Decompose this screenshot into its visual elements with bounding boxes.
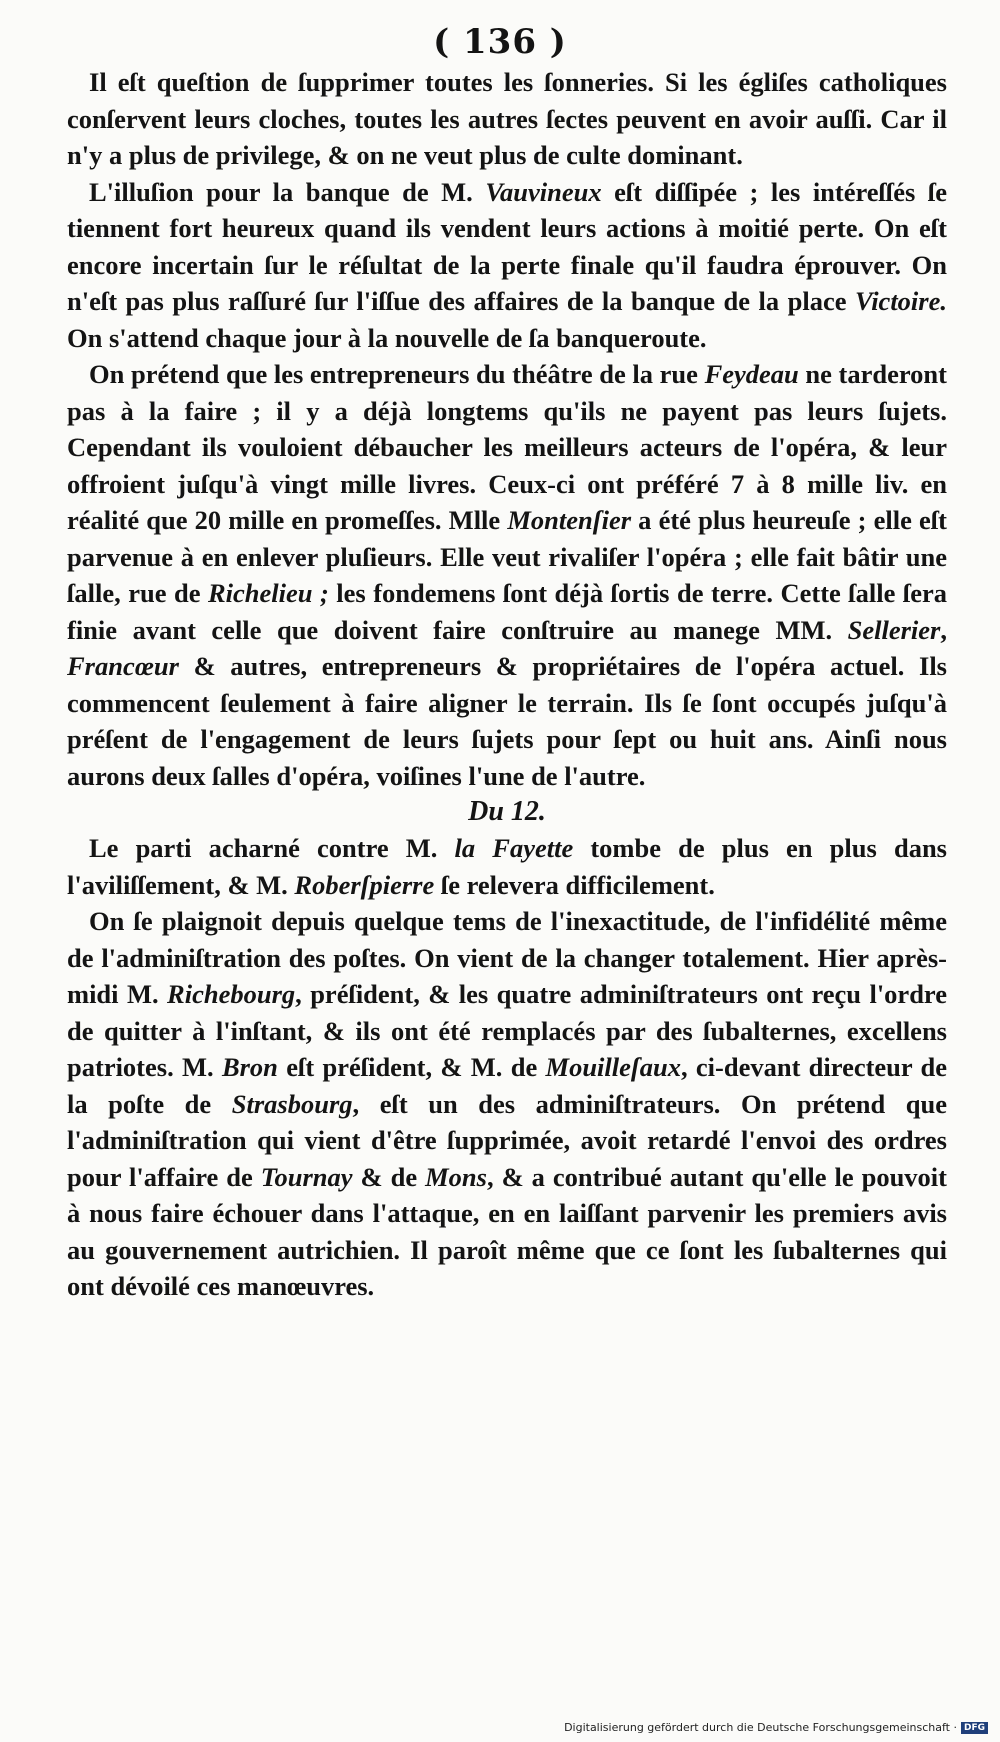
text-run: & autres, entrepreneurs & propriétaires de l'opéra actuel. Ils commencent ſeulement à faire aligner le terrain. Ils ſe ſont occupés juſqu'à préſent de l'engagement de leurs ſujets pour ſept ou huit ans. Ainſi nous aurons deux ſalles d'opéra, voiſines l'une de l'autre.: [67, 651, 947, 791]
italic-name: Victoire.: [854, 286, 947, 316]
text-run: L'illuſion pour la banque de M.: [89, 176, 486, 207]
text-run: a été plus heureuſe ; elle eſt parvenue à en enlever pluſieurs. Elle veut rivaliſer l'opéra ; elle fait bâtir une ſalle, rue de: [67, 505, 948, 608]
italic-name: la Fayette: [454, 833, 574, 863]
footer-text: Digitalisierung gefördert durch die Deutsche Forschungsgemeinschaft ·: [564, 1721, 957, 1734]
italic-name: Vauvineux: [485, 176, 602, 207]
text-run: les fondemens ſont déjà ſortis de terre. Cette ſalle ſera finie avant celle que doivent faire conſtruire au manege MM.: [67, 578, 947, 645]
date-heading: Du 12.: [468, 796, 546, 827]
text-run: Il eſt queſtion de ſupprimer toutes les ſonneries. Si les égliſes catholiques conſervent leurs cloches, toutes les autres ſectes peuvent en avoir auſſi. Car il n'y a plus de privilege, & on ne veut plus de culte dominant.: [67, 67, 947, 170]
italic-name: Mouilleſaux: [545, 1052, 681, 1082]
text-run: Le parti acharné contre M.: [89, 833, 455, 863]
text-run: & de: [352, 1161, 426, 1192]
section-before: [67, 64, 947, 794]
section-after: [67, 830, 947, 1305]
text-run: eſt diſſipée ; les intéreſſés ſe tiennent fort heureux quand ils vendent leurs actions à moitié perte. On eſt encore incertain ſur le réſultat de la perte finale qu'il faudra éprouver. On n'eſt pas plus raſſuré ſur l'iſſue des affaires de la banque de la place: [67, 176, 947, 316]
italic-name: Richebourg: [167, 979, 296, 1009]
italic-name: Francœur: [67, 651, 179, 681]
italic-name: Roberſpierre: [294, 869, 435, 900]
text-run: On prétend que les entrepreneurs du théâtre de la rue: [89, 359, 705, 389]
text-run: eſt préſident, & M. de: [277, 1052, 546, 1082]
paragraph: [67, 356, 947, 794]
text-run: ſe relevera difficilement.: [434, 869, 715, 900]
dfg-logo-icon: DFG: [961, 1722, 988, 1734]
text-run: , ci-devant directeur de la poſte de: [67, 1052, 947, 1119]
text-run: On s'attend chaque jour à la nouvelle de ſa banqueroute.: [67, 322, 707, 353]
text-run: , eſt un des adminiſtrateurs. On prétend que l'adminiſtration qui vient d'être ſupprimée, avoit retardé l'envoi des ordres pour l'affaire de: [67, 1088, 947, 1192]
paragraph: [67, 903, 947, 1305]
paragraph: [67, 830, 947, 903]
text-run: , & a contribué autant qu'elle le pouvoit à nous faire échouer dans l'attaque, en en laiſſant parvenir les premiers avis au gouvernement autrichien. Il paroît même que ce ſont les ſubalternes qui ont dévoilé ces manœuvres.: [67, 1161, 947, 1301]
italic-name: Bron: [221, 1052, 278, 1082]
italic-name: Mons: [425, 1161, 487, 1192]
paragraph: [67, 174, 947, 357]
body-text: [67, 64, 947, 1305]
text-run: On ſe plaignoit depuis quelque tems de l'inexactitude, de l'infidélité même de l'adminiſtration des poſtes. On vient de la changer totalement. Hier après-midi M.: [67, 906, 947, 1009]
italic-name: Richelieu ;: [207, 578, 329, 608]
page-number: ( 136 ): [433, 22, 567, 62]
text-run: ,: [940, 614, 947, 645]
text-run: tombe de plus en plus dans l'aviliſſement, & M.: [67, 833, 947, 900]
text-run: ne tarderont pas à la faire ; il y a déjà longtems qu'ils ne payent pas leurs ſujets. Cependant ils vouloient débaucher les meilleurs acteurs de l'opéra, & leur offroient juſqu'à vingt mille livres. Ceux-ci ont préféré 7 à 8 mille liv. en réalité que 20 mille en promeſſes. Mlle: [67, 359, 947, 535]
italic-name: Sellerier: [847, 614, 941, 645]
italic-name: Feydeau: [704, 359, 799, 389]
digitization-footer: [564, 1721, 988, 1734]
italic-name: Montenſier: [507, 505, 632, 535]
text-run: , préſident, & les quatre adminiſtrateurs ont reçu l'ordre de quitter à l'inſtant, & ils ont été remplacés par des ſubalternes, excellens patriotes. M.: [67, 979, 947, 1082]
paragraph: [67, 64, 947, 174]
italic-name: Tournay: [260, 1161, 353, 1192]
italic-name: Strasbourg: [231, 1088, 353, 1119]
